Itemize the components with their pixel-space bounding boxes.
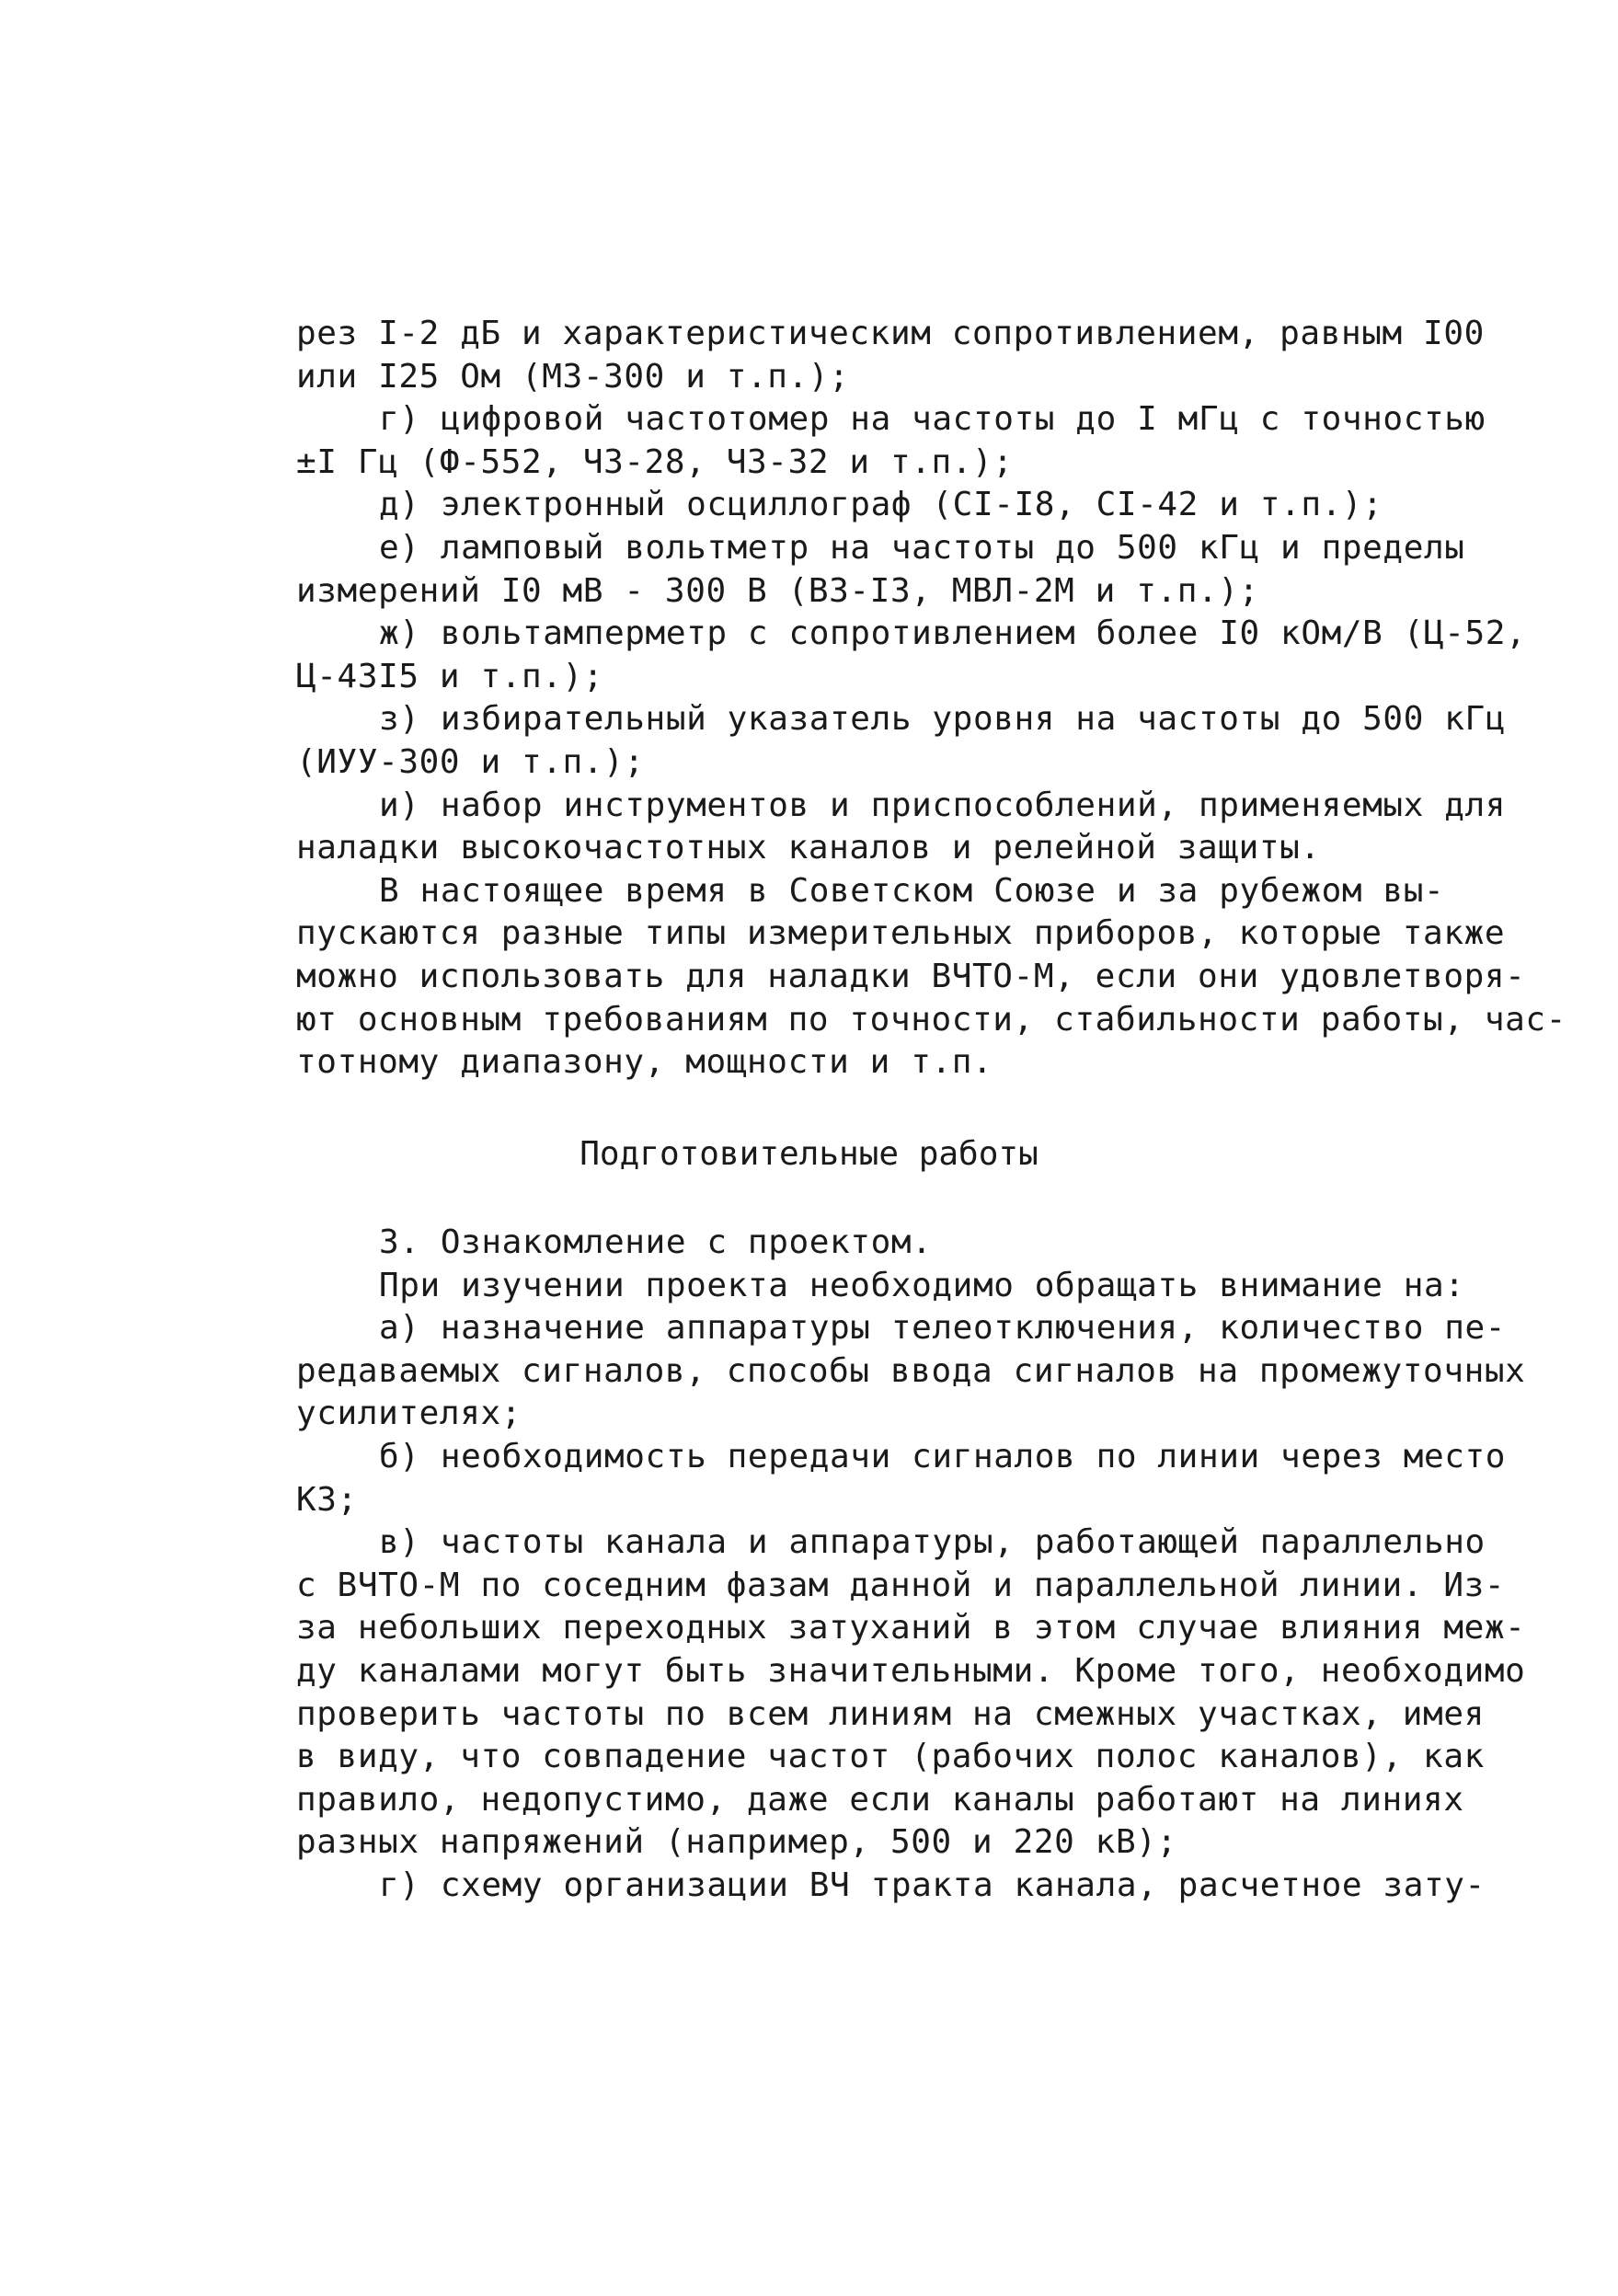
text-line: (ИУУ-300 и т.п.); xyxy=(296,743,645,781)
text-line: з) избирательный указатель уровня на частоты до 500 кГц xyxy=(379,700,1507,739)
text-line: в) частоты канала и аппаратуры, работающей параллельно xyxy=(379,1523,1486,1562)
text-line: измерений I0 мВ - 300 В (ВЗ-I3, МВЛ-2М и т.п.); xyxy=(296,571,1259,610)
text-line: В настоящее время в Советском Союзе и за рубежом вы- xyxy=(379,871,1445,910)
text-line: проверить частоты по всем линиям на смежных участках, имея xyxy=(296,1694,1485,1733)
text-line: ±I Гц (Ф-552, ЧЗ-28, ЧЗ-32 и т.п.); xyxy=(296,442,1014,481)
text-line: и) набор инструментов и приспособлений, применяемых для xyxy=(379,786,1507,824)
text-line: или I25 Ом (МЗ-300 и т.п.); xyxy=(296,357,850,396)
text-line: разных напряжений (например, 500 и 220 кВ); xyxy=(296,1823,1177,1862)
text-line: Ц-43I5 и т.п.); xyxy=(296,657,604,695)
text-line: пускаются разные типы измерительных приборов, которые также xyxy=(296,914,1506,953)
text-line: 3. Ознакомление с проектом. xyxy=(379,1223,933,1261)
text-line: г) схему организации ВЧ тракта канала, расчетное зату- xyxy=(379,1866,1486,1904)
text-line: можно использовать для наладки ВЧТО-М, если они удовлетворя- xyxy=(296,958,1526,995)
text-line: в виду, что совпадение частот (рабочих полос каналов), как xyxy=(296,1738,1485,1776)
section-heading: Подготовительные работы xyxy=(579,1135,1039,1173)
text-line: При изучении проекта необходимо обращать внимание на: xyxy=(379,1266,1465,1304)
text-line: г) цифровой частотомер на частоты до I мГц с точностью xyxy=(379,400,1486,439)
text-line: ду каналами могут быть значительными. Кроме того, необходимо xyxy=(296,1652,1526,1690)
text-line: усилителях; xyxy=(296,1395,522,1433)
text-line: правило, недопустимо, даже если каналы работают на линиях xyxy=(296,1780,1464,1819)
text-line: б) необходимость передачи сигналов по линии через место xyxy=(379,1438,1507,1475)
text-line: тотному диапазону, мощности и т.п. xyxy=(296,1043,993,1082)
text-line: редаваемых сигналов, способы ввода сигналов на промежуточных xyxy=(296,1351,1526,1390)
text-line: КЗ; xyxy=(296,1480,358,1519)
text-line: д) электронный осциллограф (CI-I8, CI-42 и т.п.); xyxy=(379,486,1383,524)
text-line: с ВЧТО-М по соседним фазам данной и параллельной линии. Из- xyxy=(296,1566,1506,1604)
text-line: рез I-2 дБ и характеристическим сопротивлением, равным I00 xyxy=(296,315,1485,352)
text-line: ж) вольтамперметр с сопротивлением более I0 кОм/В (Ц-52, xyxy=(379,614,1527,653)
text-line: ют основным требованиям по точности, стабильности работы, час- xyxy=(296,1000,1566,1039)
text-line: а) назначение аппаратуры телеотключения, количество пе- xyxy=(379,1309,1507,1348)
text-line: е) ламповый вольтметр на частоты до 500 кГц и пределы xyxy=(379,529,1465,567)
text-line: за небольших переходных затуханий в этом случае влияния меж- xyxy=(296,1609,1526,1647)
text-line: наладки высокочастотных каналов и релейной защиты. xyxy=(296,829,1321,867)
